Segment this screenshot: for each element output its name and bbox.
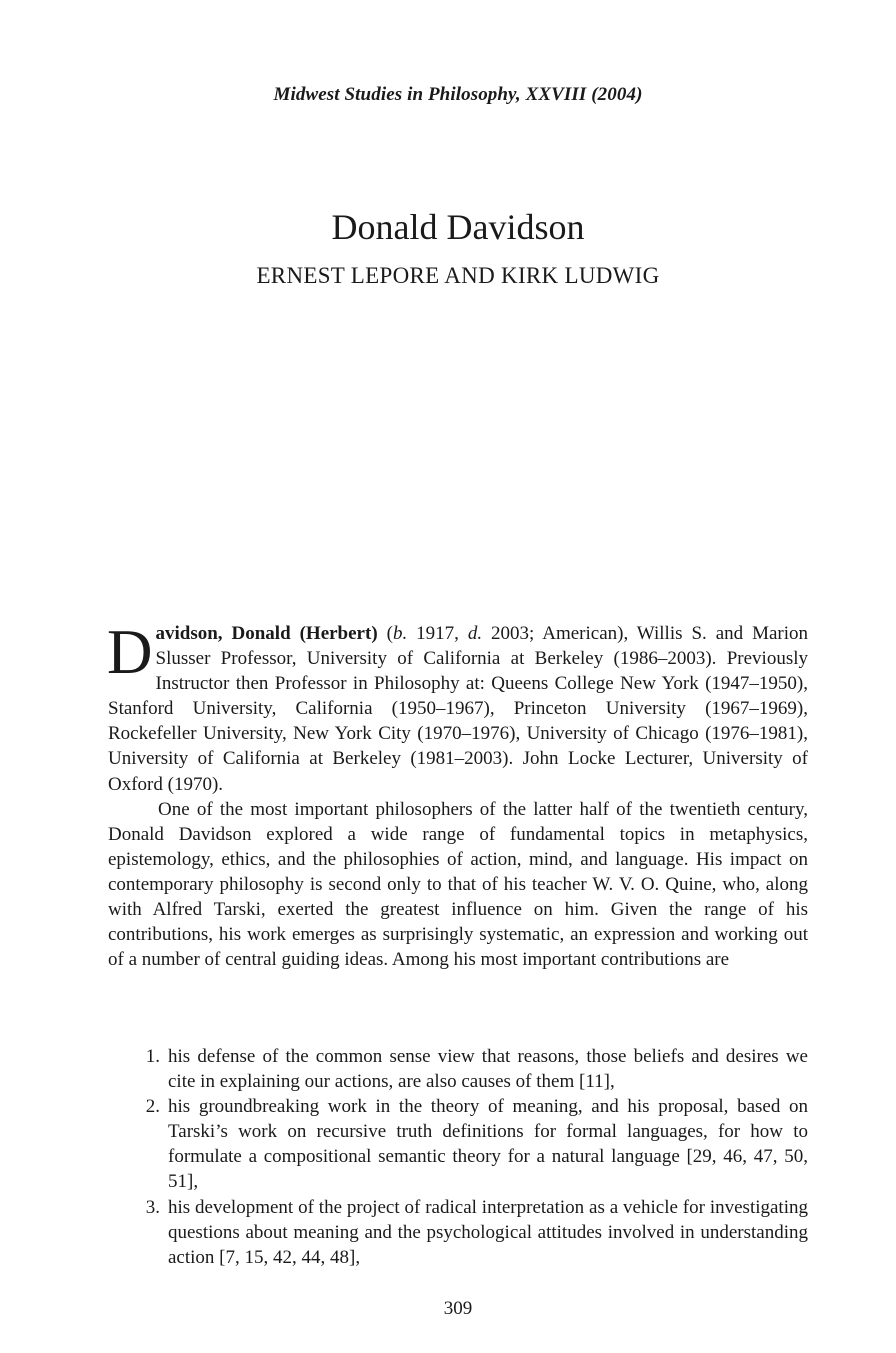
running-head: Midwest Studies in Philosophy, XXVIII (2004) xyxy=(273,84,643,105)
list-item xyxy=(108,1094,808,1194)
list-item-number: 2. xyxy=(145,1096,160,1118)
article-title: Donald Davidson xyxy=(331,207,585,247)
entry-remainder: 2003; American), Willis S. and Marion Slusser Professor, University of California at Berkeley (1986–2003). Previously Instructor then Professor in Philosophy at: Queens College New York (1947–1950), Stanford University, California (1950–1967), Princeton University (1967–1969), Rockefeller University, New York City (1970–1976), University of Chicago (1976–1981), University of California at Berkeley (1981–2003). John Locke Lecturer, University of Oxford (1970). xyxy=(108,623,809,795)
page-number: 309 xyxy=(443,1298,473,1319)
list-item-text: his groundbreaking work in the theory of meaning, and his proposal, based on Tarski’s work on recursive truth definitions for formal languages, for how to formulate a compositional semantic theory for a natural language [29, 46, 47, 50, 51], xyxy=(168,1096,808,1193)
born-abbr: b. xyxy=(392,623,408,644)
list-item-number: 3. xyxy=(145,1196,160,1218)
died-abbr: d. xyxy=(467,623,483,644)
article-body xyxy=(107,617,809,972)
article-authors: ERNEST LEPORE AND KIRK LUDWIG xyxy=(256,263,660,288)
list-item-text: his development of the project of radical interpretation as a vehicle for investigating questions about meaning and the psychological attitudes involved in understanding action [7, 15, 42, 44, 48], xyxy=(168,1196,808,1268)
entry-paragraph xyxy=(107,617,809,797)
entry-paren-open: ( xyxy=(377,623,393,644)
list-item xyxy=(108,1044,808,1094)
list-item-text: his defense of the common sense view that reasons, those beliefs and desires we cite in explaining our actions, are also causes of them [11], xyxy=(168,1046,808,1093)
body-paragraph: One of the most important philosophers of the latter half of the twentieth century, Donald Davidson explored a wide range of fundamental topics in metaphysics, epistemology, ethics, and the philosophies of action, mind, and language. His impact on contemporary philosophy is second only to that of his teacher W. V. O. Quine, who, along with Alfred Tarski, exerted the greatest influence on him. Given the range of his contributions, his work emerges as surprisingly systematic, an expression and working out of a number of central guiding ideas. Among his most important contributions are xyxy=(108,798,808,971)
list-item xyxy=(108,1195,808,1270)
entry-name: avidson, Donald (Herbert) xyxy=(155,623,378,644)
list-item-number: 1. xyxy=(145,1046,160,1067)
contributions-list xyxy=(108,1044,808,1270)
biographical-entry xyxy=(107,617,809,797)
born-year: 1917, xyxy=(407,623,468,644)
drop-cap: D xyxy=(107,617,153,687)
